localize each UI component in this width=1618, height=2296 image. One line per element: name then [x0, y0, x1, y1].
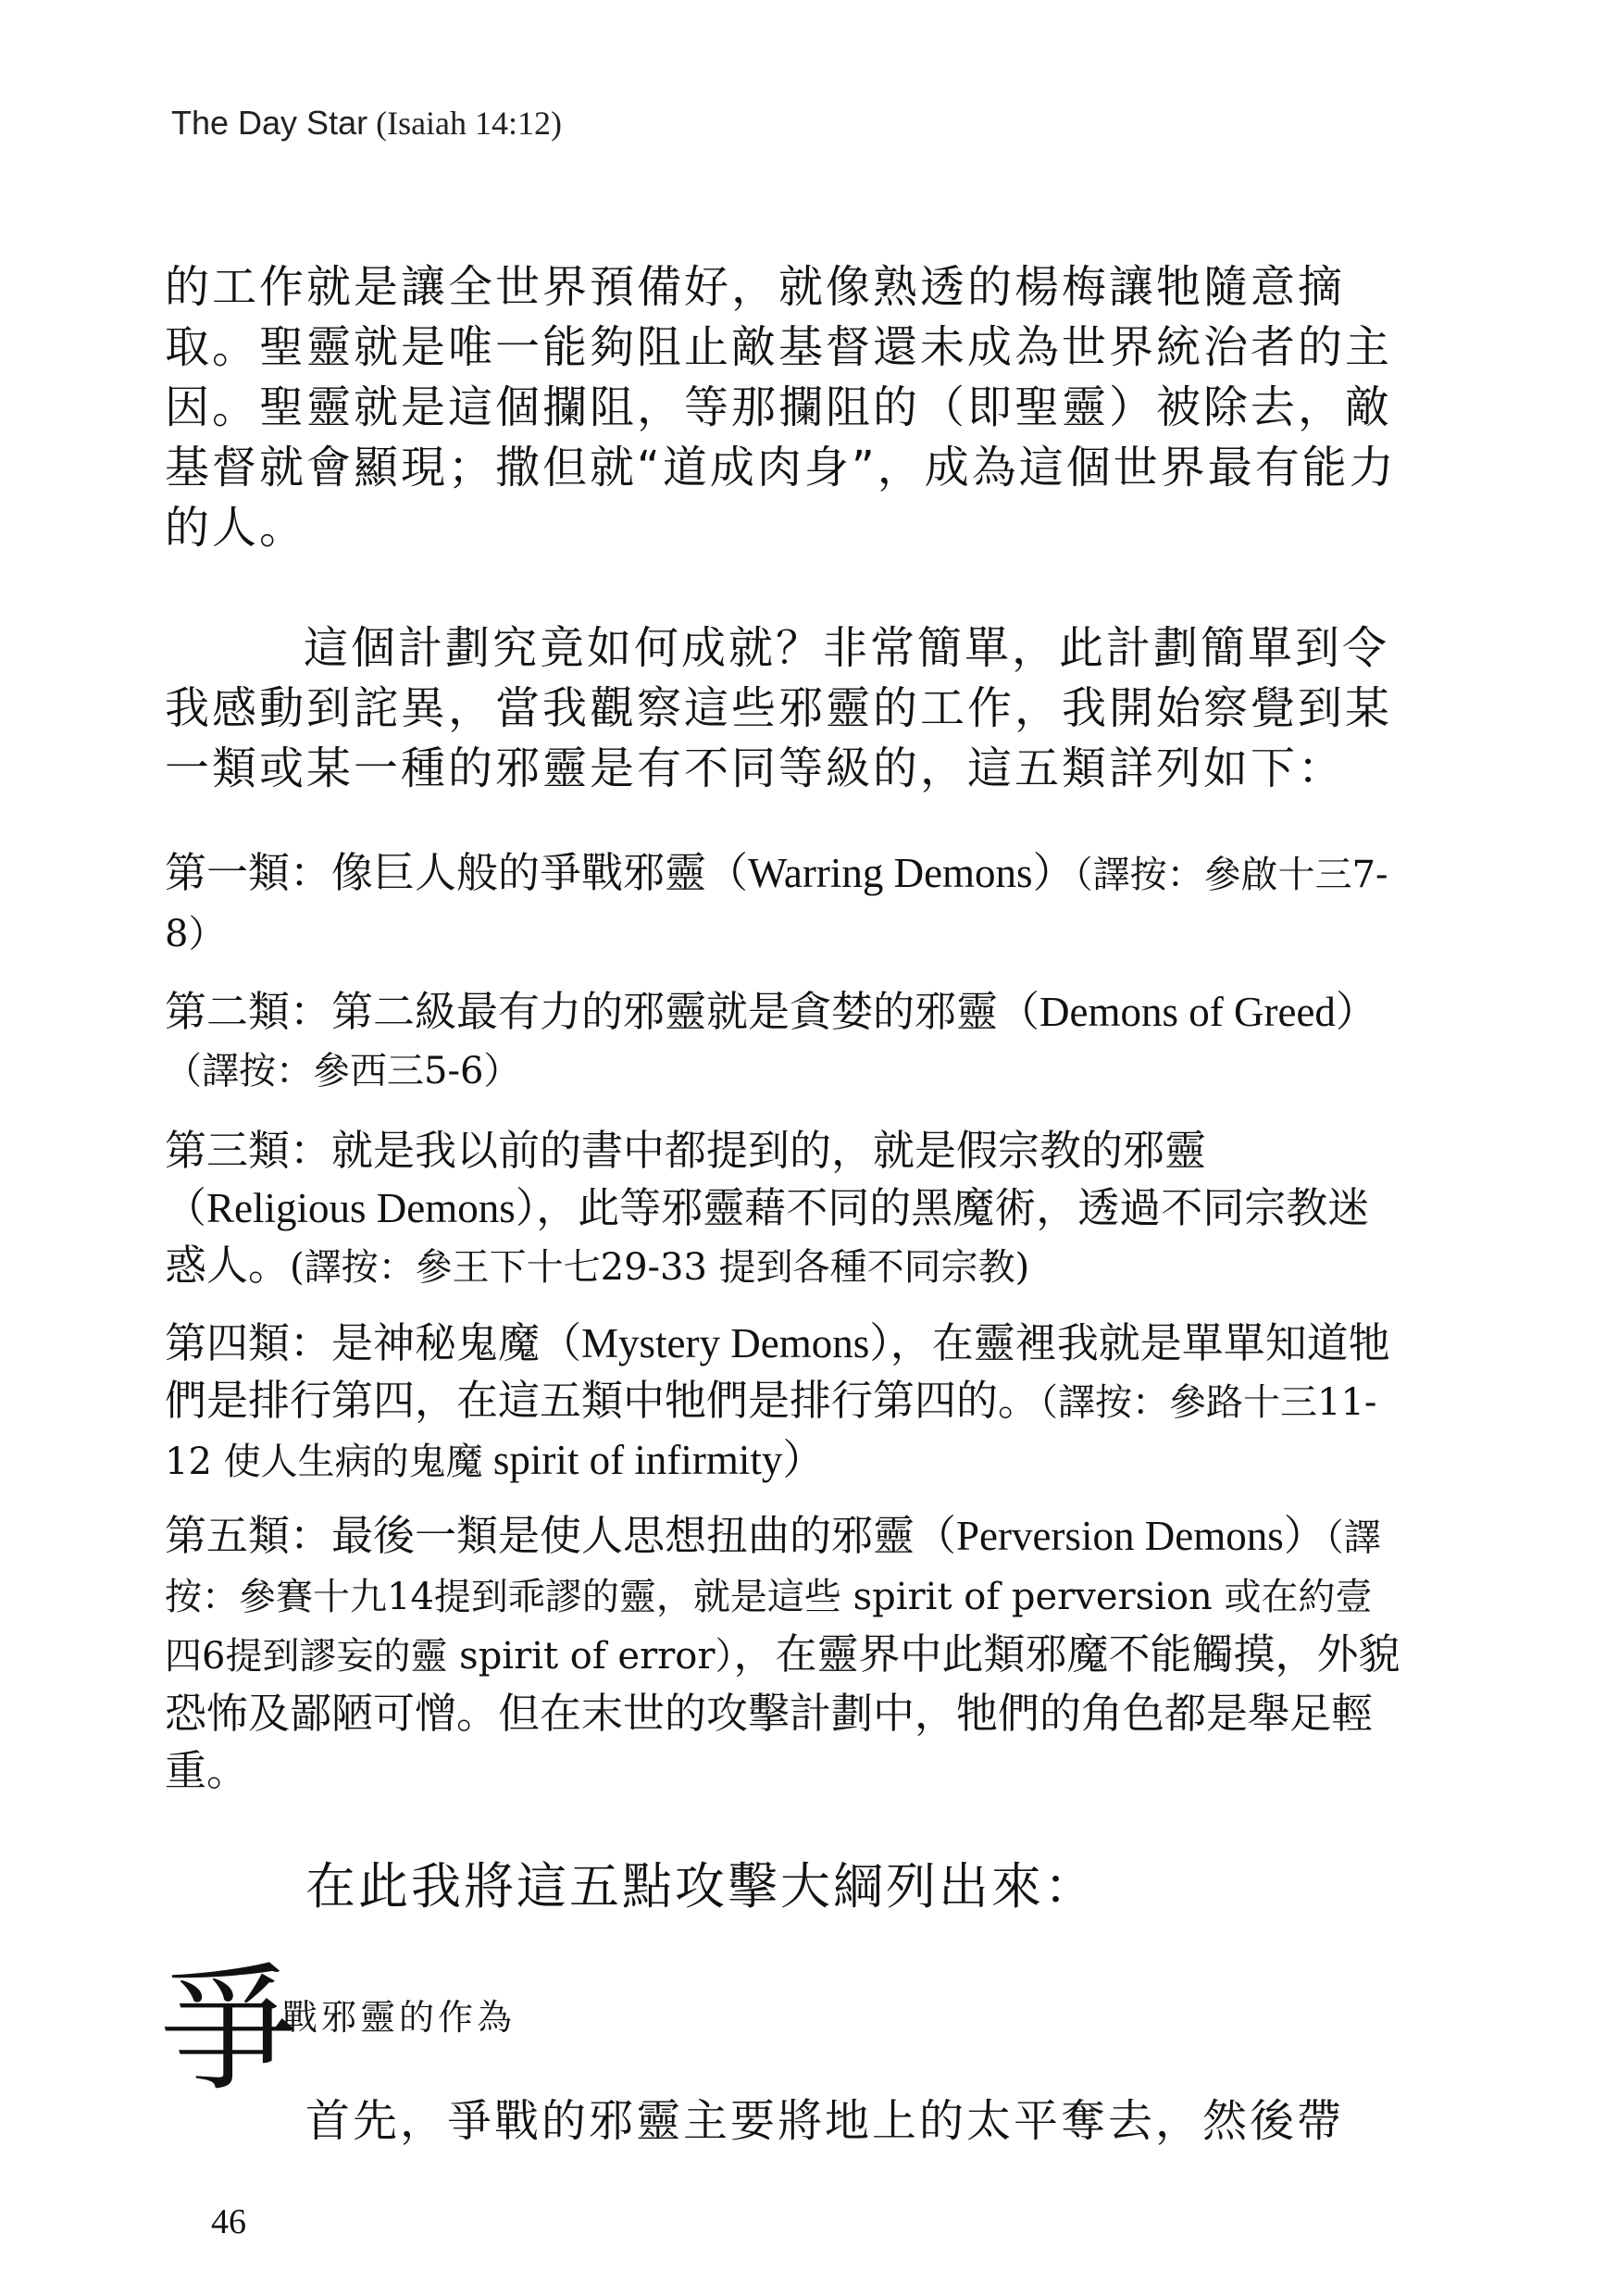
- class-item-1: [165, 844, 1405, 963]
- class-after: ）: [1283, 1511, 1326, 1560]
- class-item-2: [165, 983, 1405, 1100]
- class-item-3: [165, 1122, 1405, 1296]
- class-tail: ，在靈界中此類邪魔不能觸摸，外貌恐怖及鄙陋可憎。但在末世的攻擊計劃中，牠們的角色都是舉足輕重。: [165, 1629, 1400, 1795]
- class-english: Warring Demons: [748, 850, 1033, 896]
- class-after: ）: [1032, 848, 1075, 897]
- paragraph-1: 的工作就是讓全世界預備好，就像熟透的楊梅讓牠隨意摘取。聖靈就是唯一能夠阻止敵基督還未成為世界統治者的主因。聖靈就是這個攔阻，等那攔阻的（即聖靈）被除去，敵基督就會顯現；撒但就“道成肉身”，成為這個世界最有能力的人。: [165, 261, 1397, 554]
- translator-note: (譯按：參王下十七29-33 提到各種不同宗教): [290, 1246, 1030, 1289]
- header-title: The Day Star: [171, 104, 368, 142]
- translator-note: （譯按：參西三5-6）: [165, 1050, 521, 1092]
- translator-note: （譯按：參賽十九14提到乖謬的靈，就是這些 spirit of perversion 或在約壹四6提到謬妄的靈 spirit of error）: [165, 1516, 1381, 1678]
- class-english: Perversion Demons: [956, 1513, 1284, 1559]
- class-item-4: [165, 1315, 1405, 1491]
- header-reference: (Isaiah 14:12): [376, 105, 563, 142]
- paragraph-2: 這個計劃究竟如何成就？非常簡單，此計劃簡單到令我感動到詫異，當我觀察這些邪靈的工作，我開始察覺到某一類或某一種的邪靈是有不同等級的，這五類詳列如下：: [165, 622, 1393, 794]
- section-subhead: 戰邪靈的作為: [282, 1997, 517, 2038]
- class-english: Religious Demons: [206, 1185, 516, 1231]
- class-english: Demons of Greed: [1039, 989, 1336, 1035]
- class-after: ），在靈裡我就是單單知道牠們是排行第四，在這五類中牠們是排行第四的。: [165, 1318, 1390, 1425]
- class-after: ）: [1335, 987, 1377, 1036]
- section-dropcap: 爭: [159, 1950, 299, 2111]
- class-text: 第四類：是神秘鬼魔（: [165, 1318, 582, 1367]
- section-first-line: 首先，爭戰的邪靈主要將地上的太平奪去，然後帶: [305, 2095, 1345, 2147]
- class-after: ），此等邪靈藉不同的黑魔術，透過不同宗教迷惑人。: [165, 1183, 1370, 1290]
- class-english: Mystery Demons: [581, 1320, 870, 1366]
- class-text: 第五類：最後一類是使人思想扭曲的邪靈（: [165, 1511, 957, 1560]
- class-text: 第二類：第二級最有力的邪靈就是貪婪的邪靈（: [165, 987, 1040, 1036]
- page-number: 46: [211, 2202, 246, 2241]
- translator-note: （譯按：參路十三11-12 使人生病的鬼魔: [165, 1381, 1377, 1483]
- class-item-5: [165, 1507, 1405, 1800]
- class-text: 第一類：像巨人般的爭戰邪靈（: [165, 848, 749, 897]
- class-text: 第三類：就是我以前的書中都提到的，就是假宗教的邪靈（: [165, 1126, 1207, 1232]
- class-tail: spirit of infirmity）: [482, 1437, 825, 1483]
- outline-heading: 在此我將這五點攻擊大綱列出來：: [305, 1857, 1097, 1915]
- running-header: [171, 104, 562, 143]
- translator-note: （譯按：參啟十三7-8）: [165, 854, 1388, 955]
